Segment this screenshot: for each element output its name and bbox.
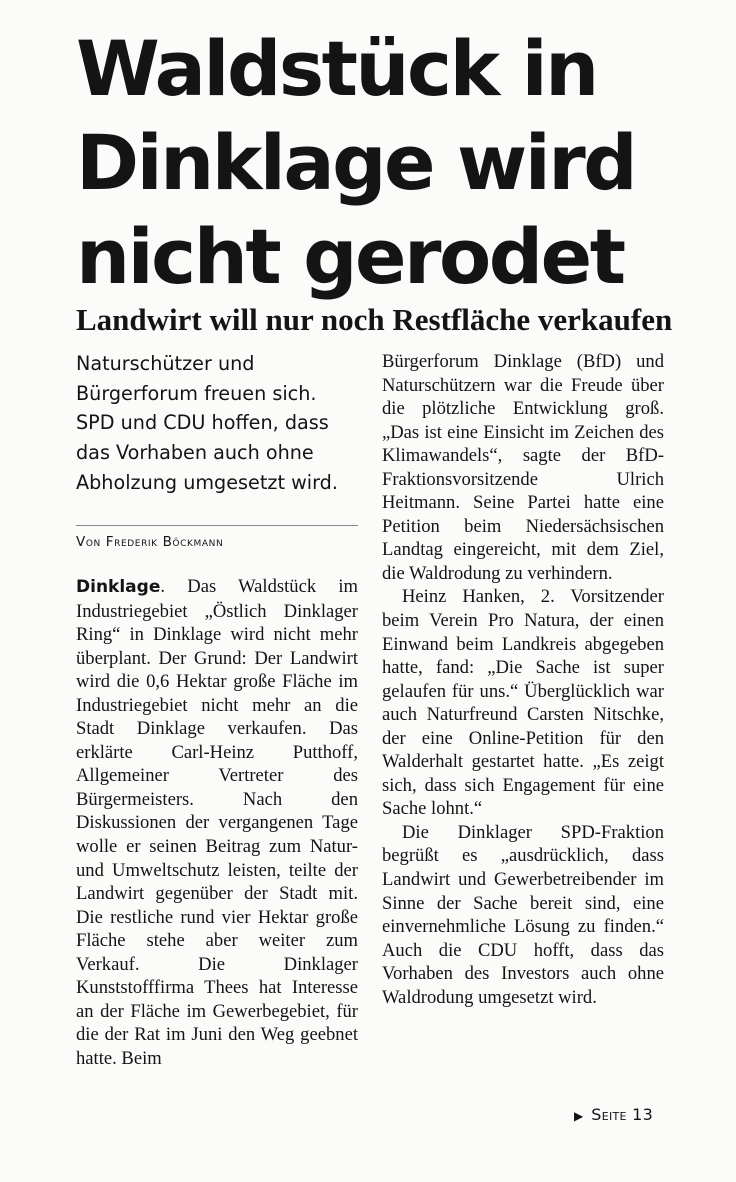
subheadline: Landwirt will nur noch Restfläche verkaufen (76, 302, 673, 337)
headline: Waldstück in Dinklage wird nicht gerodet (76, 24, 636, 301)
page-reference-label: Seite 13 (591, 1105, 654, 1124)
body-paragraph-1-text: . Das Waldstück im Industriegebiet „Östlich Dinklager Ring“ in Dinklage wird nicht mehr überplant. Der Grund: Der Landwirt wird die 0,6 Hektar große Fläche im Industriegebiet nicht mehr an die Stadt Dinklage verkaufen. Das erklärte Carl-Heinz Putthoff, Allgemeiner Vertreter des Bürgermeisters. Nach den Diskussionen der vergangenen Tage wolle er seinen Beitrag zum Natur- und Umweltschutz leisten, teilte der Landwirt gegenüber der Stadt mit. Die restliche rund vier Hektar große Fläche stehe aber weiter zum Verkauf. Die Dinklager Kunststofffirma Thees hat Interesse an der Fläche im Gewerbegebiet, für die der Rat im Juni den Weg geebnet hatte. Beim (76, 576, 358, 1069)
body-column-left (76, 575, 358, 1070)
triangle-right-icon: ▶ (574, 1109, 584, 1123)
teaser: Naturschützer und Bürgerforum freuen sich. SPD und CDU hoffen, dass das Vorhaben auch ohne Abholzung umgesetzt wird. (76, 352, 338, 494)
page-reference[interactable] (574, 1104, 653, 1127)
body-column-right (382, 350, 664, 1009)
body-paragraph-2: Heinz Hanken, 2. Vorsitzender beim Verein Pro Natura, der einen Einwand beim Landkreis abgegeben hatte, fand: „Die Sache ist super gelaufen für uns.“ Überglücklich war auch Naturfreund Carsten Nitschke, der eine Online-Petition für den Walderhalt gestartet hatte. „Es zeigt sich, dass sich Engagement für eine Sache lohnt.“ (382, 586, 664, 820)
body-paragraph-1 (76, 575, 358, 1070)
dateline: Dinklage (76, 577, 161, 597)
byline-rule (76, 525, 358, 526)
body-paragraph-3: Die Dinklager SPD-Fraktion begrüßt es „ausdrücklich, dass Landwirt und Gewerbetreibender im Sinne der Sache bereit sind, eine einvernehmliche Lösung zu finden.“ Auch die CDU hofft, dass das Vorhaben des Investors auch ohne Waldrodung umgesetzt wird. (382, 821, 664, 1008)
byline: Von Frederik Böckmann (76, 534, 224, 550)
body-paragraph-1-continued: Bürgerforum Dinklage (BfD) und Naturschützern war die Freude über die plötzliche Entwicklung groß. „Das ist eine Einsicht im Zeichen des Klimawandels“, sagte der BfD-Fraktionsvorsitzende Ulrich Heitmann. Seine Partei hatte eine Petition beim Niedersächsischen Landtag eingereicht, mit dem Ziel, die Waldrodung zu verhindern. (382, 351, 664, 584)
